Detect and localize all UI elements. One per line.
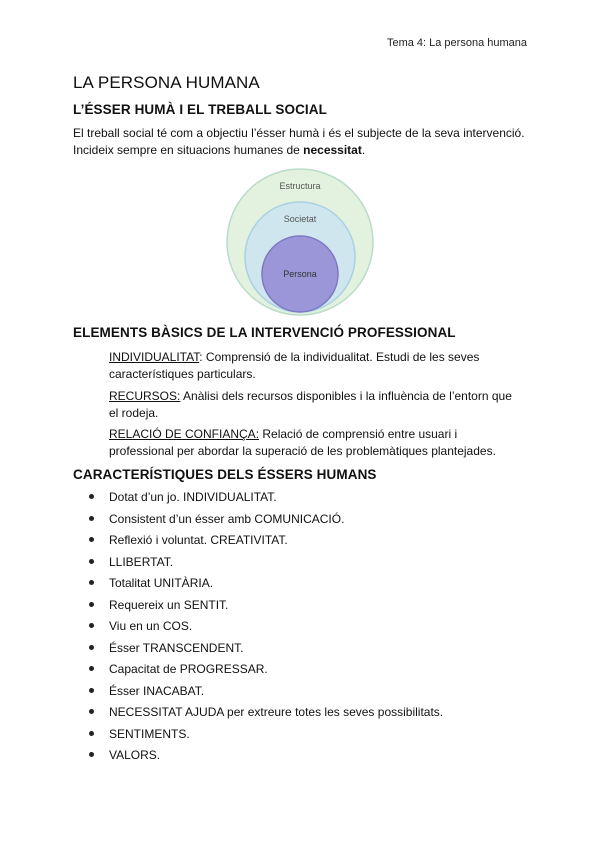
element-text: Comprensió de la individualitat. Estudi de les seves <box>202 350 480 364</box>
list-item <box>89 661 443 683</box>
element-text-cont: professional per abordar la superació de les problemàtiques plantejades. <box>109 444 496 458</box>
bullet-icon <box>89 537 94 542</box>
element-recursos <box>109 388 527 422</box>
characteristics-list <box>89 489 443 769</box>
intro-line-2-end: . <box>361 143 366 157</box>
bullet-icon <box>89 709 94 714</box>
list-item-text: SENTIMENTS. <box>109 726 190 741</box>
element-term: RELACIÓ DE CONFIANÇA: <box>109 427 260 441</box>
list-item <box>89 747 443 769</box>
element-sep: : <box>199 350 203 364</box>
bullet-icon <box>89 494 94 499</box>
estructura-label: Estructura <box>279 181 321 191</box>
element-term: RECURSOS: <box>109 389 181 403</box>
bullet-icon <box>89 602 94 607</box>
intro-line-1: El treball social té com a objectiu l’ésser humà i és el subjecte de la seva intervenció. <box>73 126 525 140</box>
element-term: INDIVIDUALITAT <box>109 350 200 364</box>
list-item-text: Requereix un SENTIT. <box>109 597 229 612</box>
list-item <box>89 704 443 726</box>
intro-line-2: Incideix sempre en situacions humanes de <box>73 143 304 157</box>
page-title: LA PERSONA HUMANA <box>73 73 260 92</box>
list-item <box>89 489 443 511</box>
section-heading-elements: ELEMENTS BÀSICS DE LA INTERVENCIÓ PROFESSIONAL <box>73 325 456 340</box>
bullet-icon <box>89 731 94 736</box>
bullet-icon <box>89 688 94 693</box>
element-individualitat <box>109 349 527 383</box>
list-item-text: Consistent d’un ésser amb COMUNICACIÓ. <box>109 511 345 526</box>
bullet-icon <box>89 666 94 671</box>
bullet-icon <box>89 752 94 757</box>
element-text: Anàlisi dels recursos disponibles i la influència de l’entorn que <box>180 389 512 403</box>
running-header: Tema 4: La persona humana <box>386 37 527 49</box>
element-text-cont: el rodeja. <box>109 406 159 420</box>
list-item <box>89 683 443 705</box>
list-item <box>89 532 443 554</box>
list-item-text: Totalitat UNITÀRIA. <box>109 576 214 590</box>
bullet-icon <box>89 559 94 564</box>
list-item-text: Reflexió i voluntat. CREATIVITAT. <box>109 533 288 547</box>
list-item <box>89 640 443 662</box>
element-text: Relació de comprensió entre usuari i <box>259 427 458 441</box>
list-item <box>89 554 443 576</box>
list-item-text: Ésser TRANSCENDENT. <box>109 640 244 655</box>
bullet-icon <box>89 623 94 628</box>
list-item <box>89 597 443 619</box>
list-item-text: LLIBERTAT. <box>109 554 174 569</box>
list-item <box>89 511 443 533</box>
list-item-text: Dotat d’un jo. INDIVIDUALITAT. <box>109 490 277 504</box>
bullet-icon <box>89 580 94 585</box>
societat-label: Societat <box>283 214 317 224</box>
list-item <box>89 618 443 640</box>
list-item-text: Capacitat de PROGRESSAR. <box>109 662 268 676</box>
list-item-text: Ésser INACABAT. <box>109 683 205 698</box>
concentric-circles-diagram <box>222 168 378 316</box>
list-item-text: NECESSITAT AJUDA per extreure totes les seves possibilitats. <box>109 705 444 719</box>
list-item <box>89 575 443 597</box>
bullet-icon <box>89 645 94 650</box>
intro-paragraph <box>73 125 529 159</box>
section-heading-caracteristiques: CARACTERÍSTIQUES DELS ÉSSERS HUMANS <box>73 467 377 482</box>
element-relacio-confianca <box>109 426 527 460</box>
section-heading-esser-huma: L’ÉSSER HUMÀ I EL TREBALL SOCIAL <box>73 102 327 117</box>
list-item-text: VALORS. <box>109 748 161 762</box>
list-item-text: Viu en un COS. <box>109 619 193 633</box>
intro-emphasis: necessitat <box>303 143 362 157</box>
persona-label: Persona <box>283 269 317 279</box>
element-text-cont: característiques particulars. <box>109 367 256 381</box>
bullet-icon <box>89 516 94 521</box>
list-item <box>89 726 443 748</box>
